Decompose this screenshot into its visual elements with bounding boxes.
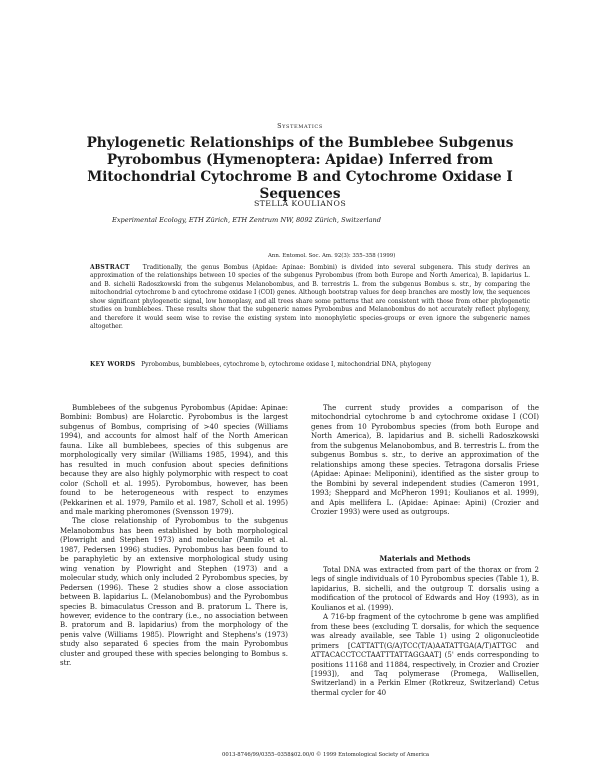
abstract-text: Traditionally, the genus Bombus (Apidae: Apinae: Bombini) is divided into several subgenera. This study derives an approximation of the relationships between 10 species of the subgenus Pyrobombus (from both Europe and North America), B. lapidarius L. and B. sichelii Radoszkowski from the subgenus Melanobombus, and B. terrestris L. from the subgenus Bombus s. str., by comparing the mitochondrial cytochrome b and cytochrome oxidase I (COI) genes. Although bootstrap values for deep branches are mostly low, the sequences show significant phylogenetic signal, low homoplasy, and all trees share some patterns that are consistent with those from other phylogenetic studies on bumblebees. These results show that the subgeneric names Pyrobombus and Melanobombus do not accurately reflect phylogeny, and therefore it would seem wise to revise the existing system into monophyletic species-groups or even ignore the subgeneric names altogether. [90,264,530,331]
methods-column [311,566,539,698]
abstract [90,264,530,332]
methods-paragraph-2: A 716-bp fragment of the cytochrome b gene was amplified from these bees (excluding T. dorsalis, for which the sequence was already available, see Table 1) using 2 oligonucleotide primers [CATTATT(G/A)TCC(T/A)AATATTGA(A/T)ATTGC and ATTACACCTCCTAATTTATTAGGAAT] (5' ends corresponding to positions 11168 and 11884, respectively, in Crozier and Crozier [1993]), and Taq polymerase (Promega, Wallisellen, Switzerland) in a Perkin Elmer (Rotkreuz, Switzerland) Cetus thermal cycler for 40 [311,613,539,697]
section-label: Systematics [277,122,323,130]
keywords-text: Pyrobombus, bumblebees, cytochrome b, cytochrome oxidase I, mitochondrial DNA, phylogeny [141,361,432,368]
intro-paragraph-3: The current study provides a comparison of the mitochondrial cytochrome b and cytochrome oxidase I (COI) genes from 10 Pyrobombus species (from both Europe and North America), B. lapidarius and B. sichelli Radoszkowski from the subgenus Melanobombus, and B. terrestris L. from the subgenus Bombus s. str., to derive an approximation of the relationships among these species. Tetragona dorsalis Friese (Apidae: Apinae: Meliponini), identified as the sister group to the Bombini by several independent studies (Cameron 1991, 1993; Sheppard and McPheron 1991; Koulianos et al. 1999), and Apis mellifera L. (Apidae: Apinae: Apini) (Crozier and Crozier 1993) were used as outgroups. [311,404,539,516]
intro-paragraph-1: Bumblebees of the subgenus Pyrobombus (Apidae: Apinae: Bombini: Bombus) are Holarctic. Pyrobombus is the largest subgenus of Bombus, comprising of >40 species (Williams 1994), and accounts for almost half of the North American fauna. Like all bumblebees, species of this subgenus are morphologically very similar (Williams 1985, 1994), and this has resulted in much confusion about species definitions because they are also highly polymorphic with respect to coat color (Scholl et al. 1995). Pyrobombus, however, has been found to be heterogeneous with respect to enzymes (Pekkarinen et al. 1979, Pamilo et al. 1987, Scholl et al. 1995) and male marking pheromones (Svensson 1979). [60,404,288,516]
abstract-label: ABSTRACT [90,264,130,271]
keywords [90,361,530,369]
intro-paragraph-2: The close relationship of Pyrobombus to the subgenus Melanobombus has been established by both morphological (Plowright and Stephen 1973) and molecular (Pamilo et al. 1987, Pedersen 1996) studies. Pyrobombus has been found to be paraphyletic by an extensive morphological study using wing venation by Plowright and Stephen (1973) and a molecular study, which only included 2 Pyrobombus species, by Pedersen (1996). These 2 studies show a close association between B. lapidarius L. (Melanobombus) and the Pyrobombus species B. bimaculatus Cresson and B. pratorum L. There is, however, evidence to the contrary (i.e., no association between B. pratorum and B. lapidarius) from the morphology of the penis valve (Williams 1985). Plowright and Stephens's (1973) study also separated 6 species from the main Pyrobombus cluster and grouped these with species belonging to Bombus s. str. [60,517,288,668]
journal-citation: Ann. Entomol. Soc. Am. 92(3): 355–358 (1999) [268,253,396,259]
methods-paragraph-1: Total DNA was extracted from part of the thorax or from 2 legs of single individuals of 10 Pyrobombus species (Table 1), B. lapidarius, B. sichelli, and the outgroup T. dorsalis using a modification of the protocol of Edwards and Hoy (1993), as in Koulianos et al. (1999). [311,566,539,612]
keywords-label: KEY WORDS [90,361,136,368]
paper-title: Phylogenetic Relationships of the Bumblebee Subgenus Pyrobombus (Hymenoptera: Apidae) Inferred from Mitochondrial Cytochrome B and Cytochrome Oxidase I Sequences [86,135,514,202]
author-name: STELLA KOULIANOS [253,199,347,208]
copyright-footer: 0013-8746/99/0355–0358$02.00/0 © 1999 Entomological Society of America [222,752,430,758]
left-column [60,404,288,669]
author-affiliation: Experimental Ecology, ETH Zürich, ETH Zentrum NW, 8092 Zürich, Switzerland [112,216,382,224]
right-column-top [311,404,539,517]
methods-heading: Materials and Methods [379,554,471,563]
